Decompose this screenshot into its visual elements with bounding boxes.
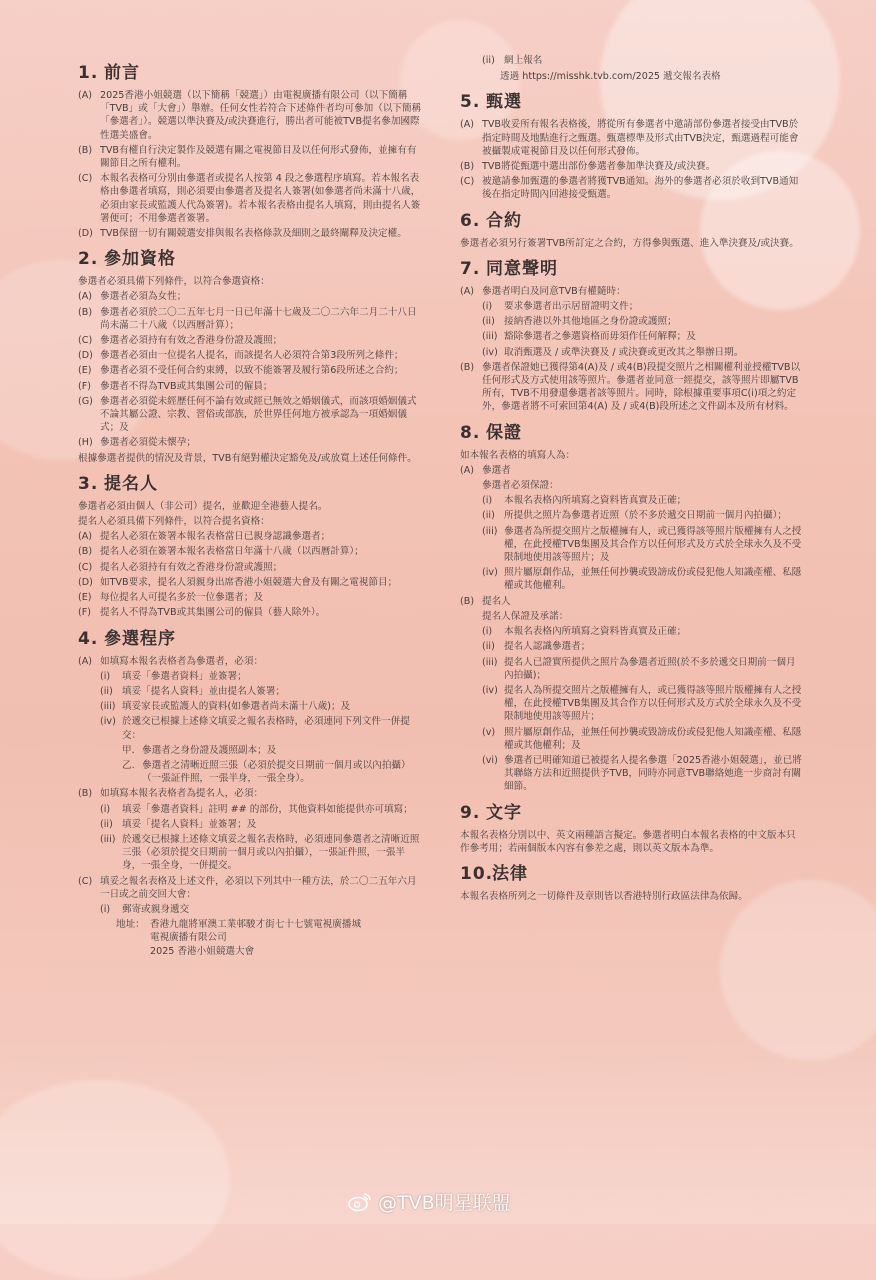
list-item: (E) 每位提名人可提名多於一位參選者；及 [78, 592, 264, 604]
section-warranty [460, 422, 804, 794]
list-item: (ii) 所提供之照片為參選者近照（於不多於遞交日期前一個月內拍攝）； [482, 510, 788, 522]
list-item: (B) 如填寫本報名表格者為提名人，必須： [78, 788, 264, 800]
sub-list [460, 625, 804, 793]
list-item: (D) TVB保留一切有關競選安排與報名表格條款及細則之最終闡釋及決定權。 [78, 228, 407, 240]
section-heading: 9. 文字 [460, 802, 522, 823]
paragraph: 如本報名表格的填寫人為： [460, 449, 576, 461]
list-item: (iv) 取消甄選及 / 或準決賽及 / 或決賽或更改其之舉辦日期。 [482, 346, 744, 358]
sub-list [460, 300, 804, 359]
section-procedure [78, 628, 422, 958]
section-heading: 10.法律 [460, 863, 528, 884]
list-item: (C) 被邀請參加甄選的參選者將獲TVB通知。海外的參選者必須於收到TVB通知後在指定時間內回港接受甄選。 [460, 176, 799, 201]
section-language [460, 802, 804, 855]
list-item: (B) 參選者保證她已獲得第4(A)及 / 或4(B)段提交照片之相關權利並授權TVB以任何形式及方式使用該等照片。參選者並同意一經提交，該等照片即屬TVB所有，TVB不用發還參選者該等照片。同時，除根據重要事項C(i)項之約定外，參選者將不可索回第4(A) 及 / 或4(B)段所述之文件副本及所有材料。 [460, 361, 801, 413]
paragraph: 參選者必須由個人（非公司）提名，並歡迎全港藝人提名。 [78, 500, 328, 512]
list-item: (iii) 參選者為所提交照片之版權擁有人，或已獲得該等照片版權擁有人之授權，在此授權TVB集團及其合作方以任何形式及方式於全球永久及不受限制地使用該等照片；及 [482, 525, 802, 564]
sub-list [78, 803, 422, 873]
list-item: (B) 提名人 [460, 595, 511, 607]
section-heading: 1. 前言 [78, 63, 140, 83]
section-nominator [78, 473, 422, 620]
list-item: (C) 填妥之報名表格及上述文件，必須以下列其中一種方法，於二〇二五年六月一日或之前交回大會： [78, 875, 417, 900]
list-item: (F) 參選者不得為TVB或其集團公司的僱員； [78, 380, 273, 392]
paragraph: 本報名表格分別以中、英文兩種語言擬定。參選者明白本報名表格的中文版本只作參考用；若兩個版本內容有參差之處，則以英文版本為準。 [460, 829, 796, 854]
section-heading: 3. 提名人 [78, 473, 158, 494]
paragraph: 參選者必須具備下列條件，以符合參選資格： [78, 276, 270, 288]
list-item: (D) 參選者必須由一位提名人提名，而該提名人必須符合第3段所列之條件； [78, 350, 404, 362]
list-item: 甲. 參選者之身份證及護照副本；及 [122, 744, 277, 756]
list-item: (ii) 接納香港以外其他地區之身份證或護照； [482, 316, 677, 328]
paragraph: 參選者必須另行簽署TVB所訂定之合約，方得參與甄選、進入準決賽及/或決賽。 [460, 237, 799, 249]
list-item: (i) 填妥「參選者資料」並簽署； [100, 670, 247, 682]
list-item: (A) 如填寫本報名表格者為參選者，必須： [78, 655, 264, 667]
online-url[interactable]: 透過 https://misshk.tvb.com/2025 遞交報名表格 [500, 71, 721, 83]
list-item: (iii) 填妥家長或監護人的資料(如參選者尚未滿十八歲)；及 [100, 701, 351, 713]
list-item: (B) 提名人必須在簽署本報名表格當日年滿十八歲（以西曆計算）； [78, 546, 364, 558]
list-item: (A) 提名人必須在簽署本報名表格當日已親身認識參選者； [78, 531, 331, 543]
list-item: (B) TVB有權自行決定製作及競選有關之電視節目及以任何形式發佈，並擁有有關節目之所有權利。 [78, 144, 417, 170]
sub-list [460, 494, 804, 592]
section-law [460, 863, 804, 903]
list-item: (A) 參選者明白及同意TVB有權隨時： [460, 285, 626, 297]
section-heading: 7. 同意聲明 [460, 258, 558, 279]
list-item: (iv) 提名人為所提交照片之版權擁有人，或已獲得該等照片版權擁有人之授權，在此授權TVB集團及其合作方以任何形式及方式於全球永久及不受限制地使用該等照片； [482, 684, 802, 723]
list-item: (E) 參選者必須不受任何合約束縛，以致不能簽署及履行第6段所述之合約； [78, 365, 404, 377]
list-item: (i) 本報名表格內所填寫之資料皆真實及正確； [482, 626, 687, 638]
list-item: (ii) 填妥「提名人資料」並由提名人簽署； [100, 685, 286, 697]
list-item: (B) TVB將從甄選中選出部份參選者參加準決賽及/或決賽。 [460, 161, 716, 173]
list-item: (iii) 於遞交已根據上述條文填妥之報名表格時，必須連同參選者之清晰近照三張（必須於提交日期前一個月或以內拍攝），一張証件照，一張半身，一張全身，一併提交。 [100, 833, 420, 872]
section-heading: 8. 保證 [460, 422, 522, 443]
list-item: (A) 參選者 [460, 464, 511, 476]
watermark-text: @TVB明星联盟 [378, 1192, 511, 1214]
sub-list [78, 744, 422, 786]
list-item: (D) 如TVB要求，提名人須親身出席香港小姐競選大會及有關之電視節目； [78, 576, 398, 588]
section-selection [460, 91, 804, 201]
list-item: (B) 參選者必須於二〇二五年七月一日已年滿十七歲及二〇二六年二月二十八日尚未滿二十八歲（以西曆計算）； [78, 306, 417, 331]
list-item: (C) 本報名表格可分別由參選者或提名人按第 4 段之參選程序填寫。若本報名表格由參選者填寫，則必須要由參選者及提名人簽署(如參選者尚未滿十八歲，必須由家長或監護人代為簽署)。若本報名表格由提名人填寫，則由提名人簽署便可；不用參選者簽署。 [78, 173, 421, 224]
section-heading: 5. 甄選 [460, 92, 522, 113]
list-item: (v) 照片屬原創作品，並無任何抄襲或毀謗成份或侵犯他人知識產權、私隱權或其他權利；及 [482, 726, 802, 751]
list-item: (H) 參選者必須從未懷孕； [78, 437, 196, 449]
section-consent [460, 258, 804, 414]
watermark [348, 1188, 511, 1215]
weibo-icon [348, 1192, 372, 1212]
section-heading: 2. 參加資格 [78, 249, 176, 270]
paragraph: 參選者必須保證： [482, 480, 559, 492]
list-item: (i) 本報名表格內所填寫之資料皆真實及正確； [482, 495, 687, 507]
list-item: (vi) 參選者已明確知道已被提名人提名參選「2025香港小姐競選」，並已將其聯絡方法和近照提供予TVB，同時亦同意TVB聯絡她進一步商討有關細節。 [482, 754, 802, 793]
list-item: (ii) 填妥「提名人資料」並簽署；及 [100, 818, 257, 830]
paragraph: 本報名表格所列之一切條件及章則皆以香港特別行政區法律為依歸。 [460, 890, 748, 902]
list-item: 乙. 參選者之清晰近照三張（必須於提交日期前一個月或以內拍攝）（一張証件照，一張半身，一張全身）。 [122, 759, 411, 785]
left-column [78, 54, 422, 960]
list-item: (A) 2025香港小姐競選（以下簡稱「競選」）由電視廣播有限公司（以下簡稱「TVB」或「大會」）舉辦。任何女性若符合下述條件者均可參加（以下簡稱「參選者」）。競選以準決賽及/或決賽進行，勝出者可能被TVB提名參加國際性選美盛會。 [78, 90, 422, 141]
paragraph: 根據參選者提供的情況及背景，TVB有絕對權決定豁免及/或放寬上述任何條件。 [78, 452, 417, 464]
list-item: (iv) 照片屬原創作品，並無任何抄襲或毀謗成份或侵犯他人知識產權、私隱權或其他權利。 [482, 567, 802, 592]
list-item: (iii) 豁除參選者之參選資格而毋須作任何解釋；及 [482, 331, 696, 343]
list-item: (A) 參選者必須為女性； [78, 291, 187, 303]
section-contract [460, 210, 804, 250]
right-column [460, 54, 804, 905]
list-item: (i) 要求參選者出示居留證明文件； [482, 301, 639, 313]
list-item: (A) TVB收妥所有報名表格後，將從所有參選者中邀請部份參選者接受由TVB於指定時間及地點進行之甄選。甄選標準及形式由TVB決定，甄選過程可能會被攝製成電視節目及以任何形式發佈。 [460, 119, 799, 157]
paragraph: 提名人保證及承諾： [482, 610, 569, 622]
list-item: (i) 郵寄或親身遞交 [100, 903, 190, 915]
list-item: (ii) 網上報名 [482, 55, 543, 66]
sub-list [78, 670, 422, 742]
list-item: (iii) 提名人已證實所提供之照片為參選者近照(於不多於遞交日期前一個月內拍攝)； [482, 656, 796, 681]
list-item: (i) 填妥「參選者資料」註明 ## 的部份，其他資料如能提供亦可填寫； [100, 803, 413, 815]
section-heading: 4. 參選程序 [78, 628, 176, 649]
section-heading: 6. 合約 [460, 210, 522, 231]
section-eligibility [78, 248, 422, 465]
list-item: (iv) 於遞交已根據上述條文填妥之報名表格時，必須連同下列文件一併提交： [100, 716, 410, 741]
list-item: (F) 提名人不得為TVB或其集團公司的僱員（藝人除外）。 [78, 607, 326, 619]
list-item: (G) 參選者必須從未經歷任何不論有效或經已無效之婚姻儀式，而該項婚姻儀式不論其屬公證、宗教、習俗或部族，於世界任何地方被承認為一項婚姻儀式；及 [78, 395, 417, 434]
sub-list [460, 54, 804, 67]
section-preface [78, 62, 422, 240]
sub-list [78, 903, 422, 916]
list-item: (ii) 提名人認識參選者； [482, 641, 591, 653]
list-item: (C) 提名人必須持有有效之香港身份證或護照； [78, 561, 283, 573]
address-block: 地址： 香港九龍將軍澳工業邨駿才街七十七號電視廣播城 電視廣播有限公司 2025 香港小姐競選大會 [116, 919, 362, 957]
paragraph: 提名人必須具備下列條件，以符合提名資格： [78, 516, 270, 528]
list-item: (C) 參選者必須持有有效之香港身份證及護照； [78, 335, 283, 347]
